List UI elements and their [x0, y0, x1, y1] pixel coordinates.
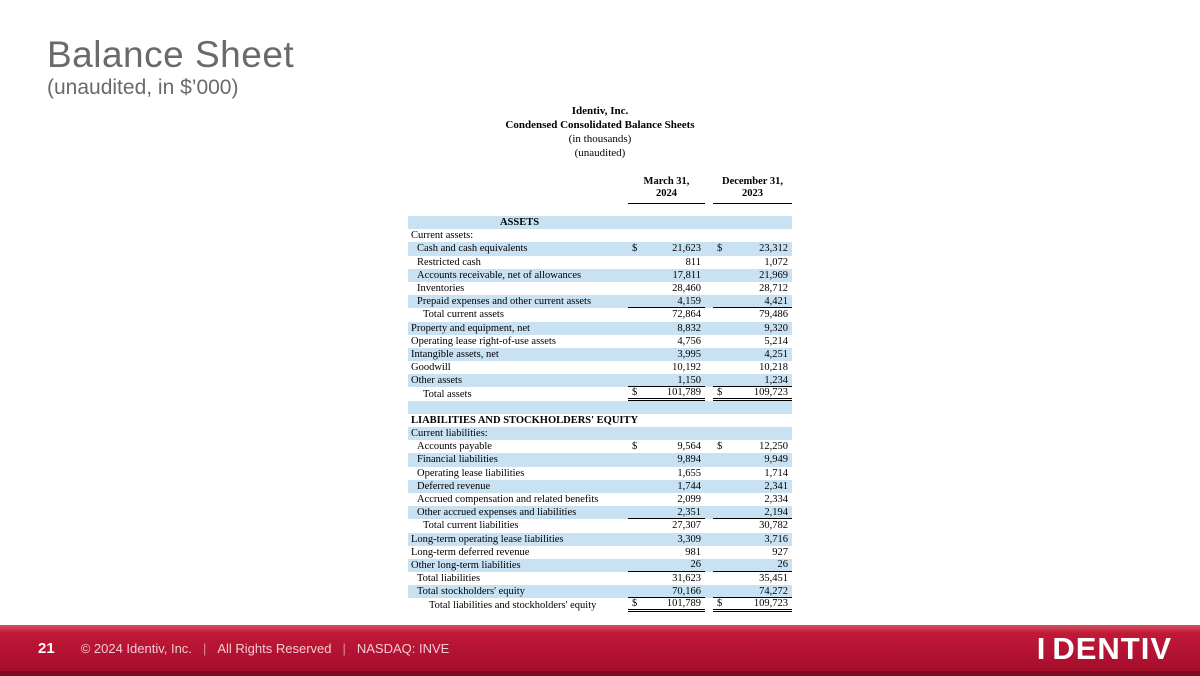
amount: 27,307 [672, 520, 701, 532]
value-cell [628, 322, 705, 335]
amount: 109,723 [753, 598, 788, 610]
value-cell [628, 506, 705, 519]
table-row [408, 387, 792, 400]
footer-left [38, 640, 449, 657]
footer-rights: All Rights Reserved [217, 640, 332, 656]
row-label: Intangible assets, net [411, 348, 499, 360]
footer-separator: | [202, 640, 207, 656]
table-heading-unaudited: (unaudited) [574, 147, 626, 159]
row-label: Accrued compensation and related benefits [417, 494, 599, 506]
amount: 2,351 [677, 506, 701, 518]
value-cell [713, 374, 792, 387]
amount: 35,451 [759, 573, 788, 585]
value-cell [713, 480, 792, 493]
amount: 10,192 [672, 362, 701, 374]
amount: 5,214 [764, 335, 788, 347]
amount: 23,312 [759, 243, 788, 255]
table-row [408, 572, 792, 585]
table-row [408, 242, 792, 255]
row-label: Other assets [411, 375, 463, 387]
amount: 2,334 [764, 494, 788, 506]
value-cell [628, 282, 705, 295]
row-label: Cash and cash equivalents [417, 243, 528, 255]
dollar-sign: $ [632, 387, 638, 399]
amount: 9,949 [764, 454, 788, 466]
row-label: Deferred revenue [417, 480, 491, 492]
row-label: Financial liabilities [417, 454, 498, 466]
value-cell [628, 546, 705, 559]
amount: 1,072 [764, 256, 788, 268]
value-cell [628, 559, 705, 572]
row-label: Total stockholders' equity [417, 586, 525, 598]
table-row [408, 480, 792, 493]
amount: 1,714 [764, 467, 788, 479]
identiv-logo-rest: DENTIV [1052, 630, 1172, 666]
value-cell [628, 585, 705, 598]
table-heading-company: Identiv, Inc. [571, 105, 629, 117]
dollar-sign: $ [717, 598, 723, 610]
value-cell [628, 467, 705, 480]
table-row [408, 453, 792, 466]
amount: 1,234 [764, 374, 788, 386]
value-cell [628, 480, 705, 493]
value-cell [628, 256, 705, 269]
value-cell [713, 335, 792, 348]
row-label: Total assets [423, 388, 472, 400]
table-row [408, 282, 792, 295]
value-cell [713, 572, 792, 585]
amount: 101,789 [666, 387, 701, 399]
title-block [47, 36, 294, 100]
value-cell [713, 308, 792, 321]
value-cell [713, 440, 792, 453]
value-cell [713, 533, 792, 546]
page-subtitle: (unaudited, in $’000) [47, 75, 239, 99]
amount: 79,486 [759, 309, 788, 321]
amount: 1,744 [677, 480, 701, 492]
value-cell [628, 387, 705, 400]
table-row [408, 256, 792, 269]
table-row [408, 295, 792, 308]
table-heading-thousands: (in thousands) [568, 133, 632, 145]
dollar-sign: $ [717, 243, 723, 255]
dollar-sign: $ [632, 441, 638, 453]
value-cell [628, 335, 705, 348]
amount: 1,655 [677, 467, 701, 479]
value-cell [713, 361, 792, 374]
value-cell [713, 348, 792, 361]
amount: 9,894 [677, 454, 701, 466]
value-cell [713, 256, 792, 269]
amount: 26 [690, 559, 701, 571]
row-label: Operating lease right-of-use assets [411, 335, 556, 347]
table-row [408, 585, 792, 598]
value-cell [628, 598, 705, 611]
value-cell [628, 533, 705, 546]
value-cell [713, 598, 792, 611]
dollar-sign: $ [717, 441, 723, 453]
value-cell [628, 361, 705, 374]
amount: 21,623 [672, 243, 701, 255]
row-label: Inventories [417, 283, 465, 295]
row-label: LIABILITIES AND STOCKHOLDERS' EQUITY [411, 414, 639, 426]
table-row [408, 440, 792, 453]
row-label: Total current liabilities [423, 520, 519, 532]
table-row [408, 269, 792, 282]
amount: 1,150 [677, 374, 701, 386]
row-label: Other accrued expenses and liabilities [417, 507, 577, 519]
row-label: Total liabilities [417, 573, 481, 585]
value-cell [628, 440, 705, 453]
table-row [408, 361, 792, 374]
value-cell [713, 282, 792, 295]
table-row [408, 229, 792, 242]
table-row [408, 322, 792, 335]
table-row [408, 401, 792, 414]
row-label: Goodwill [411, 362, 451, 374]
amount: 927 [772, 546, 788, 558]
value-cell [713, 546, 792, 559]
value-cell [628, 493, 705, 506]
amount: 72,864 [672, 309, 701, 321]
value-cell [713, 506, 792, 519]
row-label: Restricted cash [417, 256, 481, 268]
table-row [408, 598, 792, 611]
row-label: Total current assets [423, 309, 504, 321]
value-cell [628, 242, 705, 255]
row-label: Accounts receivable, net of allowances [417, 269, 582, 281]
table-row [408, 493, 792, 506]
amount: 21,969 [759, 269, 788, 281]
table-row [408, 335, 792, 348]
table-row [408, 427, 792, 440]
amount: 9,320 [764, 322, 788, 334]
row-label: Long-term deferred revenue [411, 546, 530, 558]
table-row [408, 308, 792, 321]
amount: 17,811 [672, 269, 701, 281]
amount: 28,460 [672, 283, 701, 295]
row-label: Total liabilities and stockholders' equity [429, 599, 597, 611]
value-cell [713, 493, 792, 506]
value-cell [713, 559, 792, 572]
amount: 811 [685, 256, 701, 268]
footer-bar [0, 625, 1200, 676]
row-label: Operating lease liabilities [417, 467, 525, 479]
column-header-march-2024: March 31, 2024 [628, 176, 705, 204]
value-cell [628, 348, 705, 361]
row-label: Prepaid expenses and other current assets [417, 296, 592, 308]
table-row [408, 559, 792, 572]
amount: 10,218 [759, 362, 788, 374]
amount: 12,250 [759, 441, 788, 453]
balance-sheet-table [408, 100, 792, 612]
table-row [408, 348, 792, 361]
identiv-logo [1036, 630, 1172, 666]
value-cell [713, 467, 792, 480]
amount: 26 [777, 559, 788, 571]
table-row [408, 546, 792, 559]
amount: 2,194 [764, 506, 788, 518]
amount: 3,716 [764, 533, 788, 545]
amount: 2,341 [764, 480, 788, 492]
table-row [408, 533, 792, 546]
amount: 4,251 [764, 348, 788, 360]
amount: 4,159 [677, 295, 701, 307]
table-row [408, 216, 792, 229]
row-label: Long-term operating lease liabilities [411, 533, 564, 545]
row-label: Current liabilities: [411, 428, 488, 440]
column-headers [408, 166, 792, 204]
identiv-logo-i: I [1036, 630, 1047, 666]
row-label: ASSETS [499, 217, 540, 229]
footer-copyright: © 2024 Identiv, Inc. [80, 640, 192, 656]
value-cell [628, 269, 705, 282]
amount: 31,623 [672, 573, 701, 585]
table-row [408, 519, 792, 532]
column-header-december-2023: December 31, 2023 [713, 176, 792, 204]
amount: 30,782 [759, 520, 788, 532]
value-cell [713, 269, 792, 282]
amount: 8,832 [677, 322, 701, 334]
value-cell [713, 295, 792, 308]
table-row [408, 467, 792, 480]
amount: 9,564 [677, 441, 701, 453]
amount: 101,789 [666, 598, 701, 610]
footer-ticker: NASDAQ: INVE [356, 640, 450, 656]
value-cell [713, 585, 792, 598]
value-cell [713, 387, 792, 400]
amount: 109,723 [753, 387, 788, 399]
footer-separator: | [342, 640, 346, 656]
row-label: Accounts payable [417, 441, 492, 453]
amount: 4,421 [764, 295, 788, 307]
dollar-sign: $ [717, 387, 723, 399]
amount: 74,272 [759, 585, 788, 597]
value-cell [628, 374, 705, 387]
dollar-sign: $ [632, 243, 638, 255]
row-label: Property and equipment, net [411, 322, 530, 334]
amount: 70,166 [672, 585, 701, 597]
value-cell [713, 242, 792, 255]
value-cell [628, 572, 705, 585]
amount: 3,995 [677, 348, 701, 360]
value-cell [628, 519, 705, 532]
page-number: 21 [38, 639, 55, 657]
value-cell [713, 519, 792, 532]
footer-bottom-strip [0, 671, 1200, 676]
table-heading [408, 100, 792, 160]
dollar-sign: $ [632, 598, 638, 610]
value-cell [628, 295, 705, 308]
value-cell [628, 308, 705, 321]
value-cell [713, 453, 792, 466]
row-label: Other long-term liabilities [411, 559, 521, 571]
row-label: Current assets: [411, 230, 474, 242]
table-row [408, 506, 792, 519]
table-row [408, 414, 792, 427]
amount: 28,712 [759, 283, 788, 295]
amount: 3,309 [677, 533, 701, 545]
table-row [408, 374, 792, 387]
value-cell [628, 453, 705, 466]
amount: 4,756 [677, 335, 701, 347]
amount: 981 [685, 546, 701, 558]
table-heading-title: Condensed Consolidated Balance Sheets [505, 119, 695, 131]
page-title: Balance Sheet [47, 34, 295, 75]
table-rows [408, 216, 792, 612]
value-cell [713, 322, 792, 335]
amount: 2,099 [677, 494, 701, 506]
